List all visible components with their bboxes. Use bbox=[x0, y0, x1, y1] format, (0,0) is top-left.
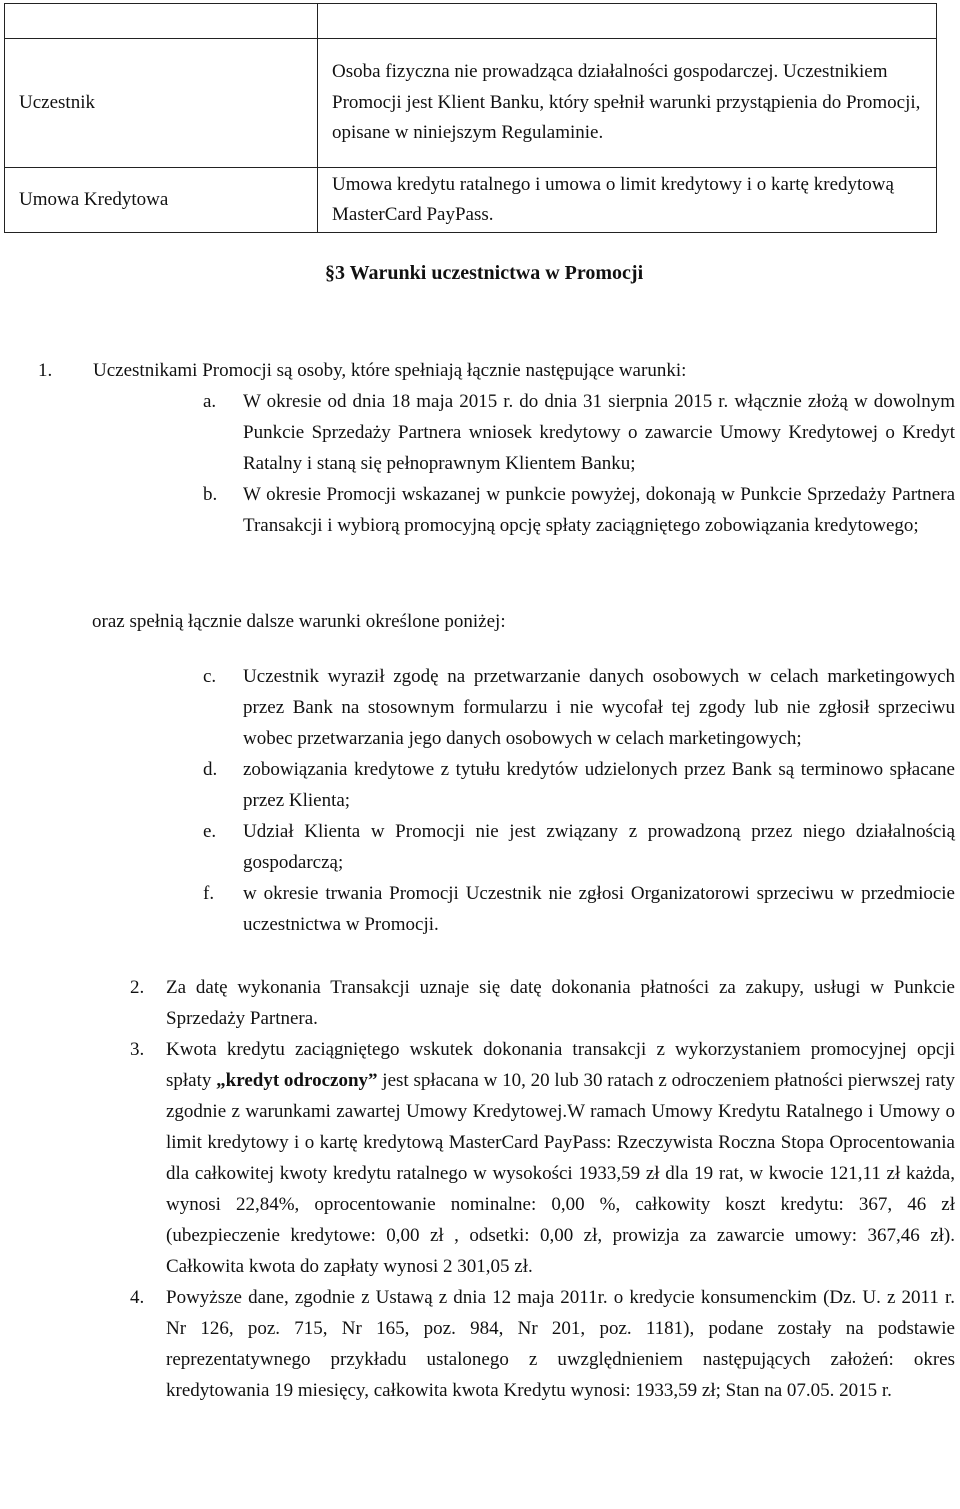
desc-umowa-kredytowa: Umowa kredytu ratalnego i umowa o limit kredytowy i o kartę kredytową MasterCard PayPass. bbox=[318, 168, 937, 233]
list-item-f bbox=[203, 878, 955, 940]
point-3-bold-term: „kredyt odroczony” bbox=[216, 1070, 378, 1091]
item-b-marker: b. bbox=[203, 484, 218, 505]
item-a-text: W okresie od dnia 18 maja 2015 r. do dnia 31 sierpnia 2015 r. włącznie złożą w dowolnym Punkcie Sprzedaży Partnera wniosek kredytowy o zawarcie Umowy Kredytowej o Kredyt Ratalny i staną się pełnoprawnym Klientem Banku; bbox=[243, 391, 955, 474]
point-4-number: 4. bbox=[130, 1287, 145, 1308]
list-item-b bbox=[203, 479, 955, 541]
item-a-marker: a. bbox=[203, 391, 217, 412]
list-item-e bbox=[203, 816, 955, 878]
points-list bbox=[130, 972, 955, 1406]
list-item-c bbox=[203, 661, 955, 754]
table-row-umowa-kredytowa bbox=[5, 168, 937, 233]
item-d-text: zobowiązania kredytowe z tytułu kredytów udzielonych przez Bank są terminowo spłacane przez Klienta; bbox=[243, 759, 955, 811]
table-cell-empty bbox=[318, 4, 937, 39]
list-item-d bbox=[203, 754, 955, 816]
list-cf bbox=[203, 661, 955, 940]
list-ab bbox=[203, 386, 955, 541]
point-3-text-after: jest spłacana w 10, 20 lub 30 ratach z odroczeniem płatności pierwszej raty zgodnie z warunkami zawartej Umowy Kredytowej.W ramach Umowy Kredytu Ratalnego i Umowy o limit kredytowy i o kartę kredytową MasterCard PayPass: Rzeczywista Roczna Stopa Oprocentowania dla całkowitej kwoty kredytu ratalnego w wysokości 1933,59 zł dla 19 rat, w kwocie 121,11 zł każda, wynosi 22,84%, oprocentowanie nominalne: 0,00 %, całkowity koszt kredytu: 367, 46 zł (ubezpieczenie kredytowe: 0,00 zł , odsetki: 0,00 zł, prowizja za zawarcie umowy: 367,46 zł). Całkowita kwota do zapłaty wynosi 2 301,05 zł. bbox=[166, 1070, 956, 1277]
item-e-marker: e. bbox=[203, 821, 217, 842]
desc-uczestnik: Osoba fizyczna nie prowadząca działalności gospodarczej. Uczestnikiem Promocji jest Klient Banku, który spełnił warunki przystąpienia do Promocji, opisane w niniejszym Regulaminie. bbox=[318, 39, 937, 168]
point-1-text: Uczestnikami Promocji są osoby, które spełniają łącznie następujące warunki: bbox=[93, 360, 687, 381]
definitions-table bbox=[4, 3, 937, 233]
connector-text: oraz spełnią łącznie dalsze warunki określone poniżej: bbox=[92, 611, 506, 632]
item-c-text: Uczestnik wyraził zgodę na przetwarzanie danych osobowych w celach marketingowych przez Bank na stosownym formularzu i nie wycofał tej zgody lub nie zgłosił sprzeciwu wobec przetwarzania jego danych osobowych w celach marketingowych; bbox=[243, 666, 955, 749]
point-2 bbox=[130, 972, 955, 1034]
item-f-text: w okresie trwania Promocji Uczestnik nie zgłosi Organizatorowi sprzeciwu w przedmiocie uczestnictwa w Promocji. bbox=[243, 883, 955, 935]
item-f-marker: f. bbox=[203, 883, 215, 904]
point-3 bbox=[130, 1034, 955, 1282]
table-cell-empty bbox=[5, 4, 318, 39]
point-2-text: Za datę wykonania Transakcji uznaje się datę dokonania płatności za zakupy, usługi w Punkcie Sprzedaży Partnera. bbox=[166, 977, 955, 1029]
list-item-a bbox=[203, 386, 955, 479]
point-1-number: 1. bbox=[38, 360, 53, 381]
table-row-empty bbox=[5, 4, 937, 39]
term-uczestnik: Uczestnik bbox=[5, 39, 318, 168]
item-b-text: W okresie Promocji wskazanej w punkcie powyżej, dokonają w Punkcie Sprzedaży Partnera Transakcji i wybiorą promocyjną opcję spłaty zaciągniętego zobowiązania kredytowego; bbox=[243, 484, 955, 536]
point-3-number: 3. bbox=[130, 1039, 145, 1060]
item-d-marker: d. bbox=[203, 759, 218, 780]
term-umowa-kredytowa: Umowa Kredytowa bbox=[5, 168, 318, 233]
point-3-text-before: Kwota kredytu zaciągniętego wskutek dokonania transakcji z wykorzystaniem promocyjnej opcji spłaty bbox=[166, 1039, 955, 1091]
table-row-uczestnik bbox=[5, 39, 937, 168]
item-c-marker: c. bbox=[203, 666, 217, 687]
item-e-text: Udział Klienta w Promocji nie jest związany z prowadzoną przez niego działalnością gospodarczą; bbox=[243, 821, 955, 873]
point-4-text: Powyższe dane, zgodnie z Ustawą z dnia 12 maja 2011r. o kredycie konsumenckim (Dz. U. z 2011 r. Nr 126, poz. 715, Nr 165, poz. 984, Nr 201, poz. 1181), podane zostały na podstawie reprezentatywnego przykładu ustalonego z uwzględnieniem następujących założeń: okres kredytowania 19 miesięcy, całkowita kwota Kredytu wynosi: 1933,59 zł; Stan na 07.05. 2015 r. bbox=[166, 1287, 955, 1401]
point-4 bbox=[130, 1282, 955, 1406]
point-2-number: 2. bbox=[130, 977, 145, 998]
section-heading: §3 Warunki uczestnictwa w Promocji bbox=[325, 262, 644, 284]
